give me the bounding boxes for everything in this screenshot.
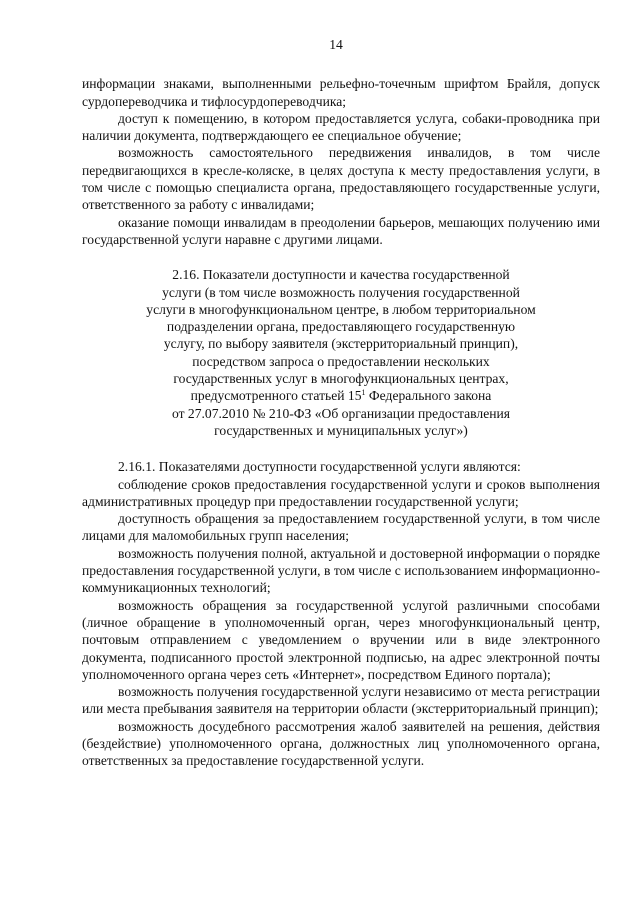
heading-line: от 27.07.2010 № 210-ФЗ «Об организации предоставления: [171, 405, 511, 421]
heading-line: посредством запроса о предоставлении нескольких: [192, 353, 490, 369]
paragraph-guide-dog: доступ к помещению, в котором предоставляется услуга, собаки-проводника при наличии документа, подтверждающего ее специальное обучение;: [82, 110, 600, 144]
heading-line: услугу, по выбору заявителя (экстерриториальный принцип),: [163, 336, 519, 352]
section-heading-2-16: [82, 266, 600, 439]
heading-line: 2.16. Показатели доступности и качества государственной: [172, 267, 510, 283]
heading-line: подразделении органа, предоставляющего государственную: [166, 319, 516, 335]
paragraph-2-16-1: 2.16.1. Показателями доступности государственной услуги являются:: [118, 459, 521, 475]
heading-line: услуги (в том числе возможность получения государственной: [162, 284, 520, 300]
article-superscript: 1: [361, 388, 366, 398]
paragraph-information: возможность получения полной, актуальной и достоверной информации о порядке предоставления государственной услуги, в том числе с использованием информационно-коммуникационных технологий;: [82, 545, 600, 596]
article-law: Федерального закона: [365, 388, 492, 404]
paragraph-complaints: возможность досудебного рассмотрения жалоб заявителей на решения, действия (бездействие) уполномоченного органа, должностных лиц уполномоченного органа, ответственных за предоставление государственной услуги.: [82, 718, 600, 769]
heading-line: государственных и муниципальных услуг»): [214, 422, 468, 438]
paragraph-braille: информации знаками, выполненными рельефно-точечным шрифтом Брайля, допуск сурдопереводчика и тифлосурдопереводчика;: [82, 76, 600, 109]
heading-line: услуги в многофункциональном центре, в любом территориальном: [146, 301, 536, 317]
paragraph-deadlines: соблюдение сроков предоставления государственной услуги и сроков выполнения административных процедур при предоставлении государственной услуги;: [82, 476, 600, 509]
paragraph-accessibility: доступность обращения за предоставлением государственной услуги, в том числе лицами для маломобильных групп населения;: [82, 511, 600, 544]
article-text: предусмотренного статьей 15: [190, 388, 362, 404]
heading-line-article: [96, 387, 586, 404]
paragraph-extraterritorial: возможность получения государственной услуги независимо от места регистрации или места пребывания заявителя на территории области (экстерриториальный принцип);: [82, 684, 600, 717]
paragraph-movement: возможность самостоятельного передвижения инвалидов, в том числе передвигающихся в кресле-коляске, в целях доступа к месту предоставления услуги, в том числе с помощью специалиста органа, предоставляющего государственные услуги, ответственного за работу с инвалидами;: [82, 145, 600, 213]
paragraph-assistance: оказание помощи инвалидам в преодолении барьеров, мешающих получению ими государственной услуги наравне с другими лицами.: [82, 214, 600, 247]
page-number: 14: [329, 37, 343, 52]
heading-line: государственных услуг в многофункциональных центрах,: [173, 371, 509, 387]
paragraph-application-methods: возможность обращения за государственной услугой различными способами (личное обращение в уполномоченный орган, через многофункциональный центр, почтовым отправлением с уведомлением о вручении или в виде электронного документа, подписанного простой электронной подписью, на адрес электронной почты уполномоченного органа через сеть «Интернет», посредством Единого портала);: [82, 597, 600, 682]
